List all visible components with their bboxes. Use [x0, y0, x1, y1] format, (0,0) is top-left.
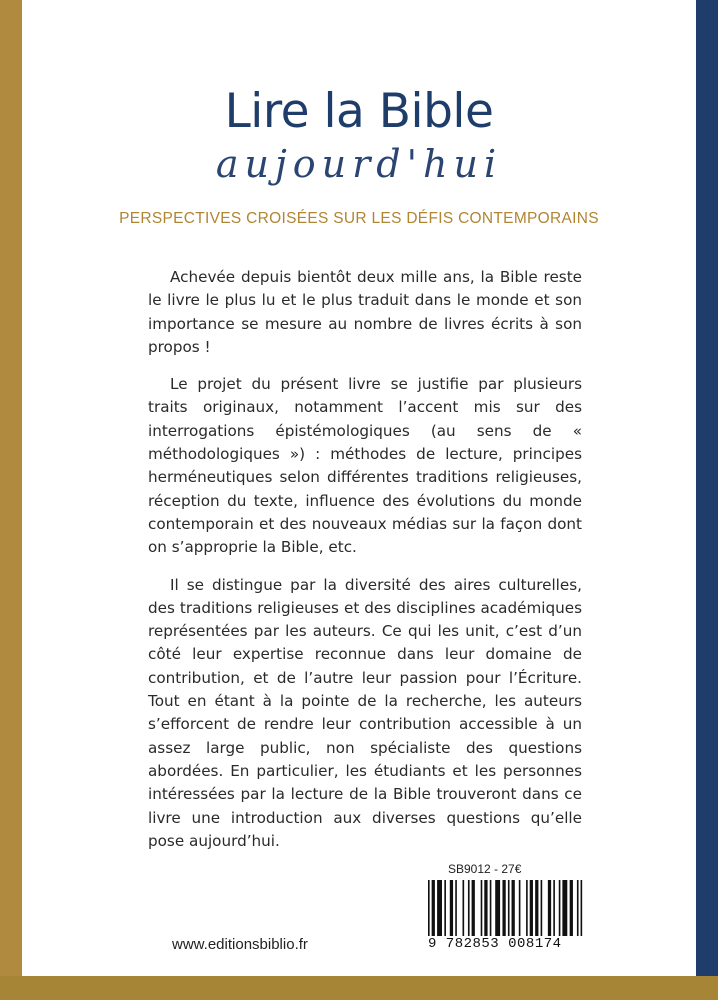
barcode-bar	[502, 880, 505, 936]
publisher-website: www.editionsbiblio.fr	[172, 936, 308, 953]
barcode-bar	[450, 880, 453, 936]
barcode-bar	[570, 880, 573, 936]
barcode-bar	[432, 880, 435, 936]
barcode-bar	[559, 880, 561, 936]
gold-bottom-band	[0, 976, 718, 1000]
back-cover-page	[22, 0, 696, 976]
barcode-bar	[581, 880, 583, 936]
barcode-bar	[428, 880, 430, 936]
barcode-bar	[481, 880, 483, 936]
book-title: Lire la Bible	[224, 84, 494, 139]
barcode-bar	[468, 880, 470, 936]
barcode-bar	[472, 880, 475, 936]
barcode-bar	[490, 880, 492, 936]
blurb-paragraph-2: Le projet du présent livre se justifie par plusieurs traits originaux, notamment l’accent mis sur des interrogations épistémologiques (au sens de « méthodologiques ») : méthodes de lecture, principes herméneutiques selon différentes traditions religieuses, réception du texte, influence des évolutions du monde contemporain et des nouveaux médias sur la façon dont on s’approprie la Bible, etc.	[148, 375, 582, 557]
barcode-bar	[519, 880, 521, 936]
barcode-bar	[437, 880, 442, 936]
barcode-bar	[455, 880, 457, 936]
isbn-digits: 9 782853 008174	[428, 936, 562, 952]
barcode-bar	[444, 880, 446, 936]
book-subtitle: PERSPECTIVES CROISÉES SUR LES DÉFIS CONTEMPORAINS	[119, 210, 599, 227]
gold-left-band	[0, 0, 22, 1000]
blurb-paragraph-1: Achevée depuis bientôt deux mille ans, la Bible reste le livre le plus lu et le plus traduit dans le monde et son importance se mesure au nombre de livres écrits à son propos !	[148, 268, 582, 356]
isbn-barcode	[428, 880, 586, 936]
script-title: aujourd'hui	[215, 142, 503, 186]
product-code: SB9012 - 27€	[448, 862, 522, 876]
barcode-bar	[495, 880, 500, 936]
blue-right-band	[696, 0, 718, 1000]
blurb	[148, 266, 582, 867]
barcode-bar	[508, 880, 510, 936]
barcode-bar	[463, 880, 465, 936]
barcode-bar	[484, 880, 487, 936]
barcode-bar	[530, 880, 533, 936]
barcode-bar	[577, 880, 579, 936]
blurb-paragraph-3: Il se distingue par la diversité des aires culturelles, des traditions religieuses et des disciplines académiques représentées par les auteurs. Ce qui les unit, c’est d’un côté leur expertise reconnue dans leur domaine de contribution, et de l’autre leur passion pour l’Écriture. Tout en étant à la pointe de la recherche, les auteurs s’efforcent de rendre leur contribution accessible à un assez large public, non spécialiste des questions abordées. En particulier, les étudiants et les personnes intéressées par la lecture de la Bible trouveront dans ce livre une introduction aux diverses questions qu’elle pose aujourd’hui.	[148, 575, 582, 850]
barcode-bar	[562, 880, 567, 936]
barcode-bar	[553, 880, 555, 936]
barcode-bar	[526, 880, 528, 936]
barcode-bar	[512, 880, 515, 936]
barcode-bar	[541, 880, 543, 936]
barcode-bar	[548, 880, 551, 936]
barcode-bar	[535, 880, 538, 936]
